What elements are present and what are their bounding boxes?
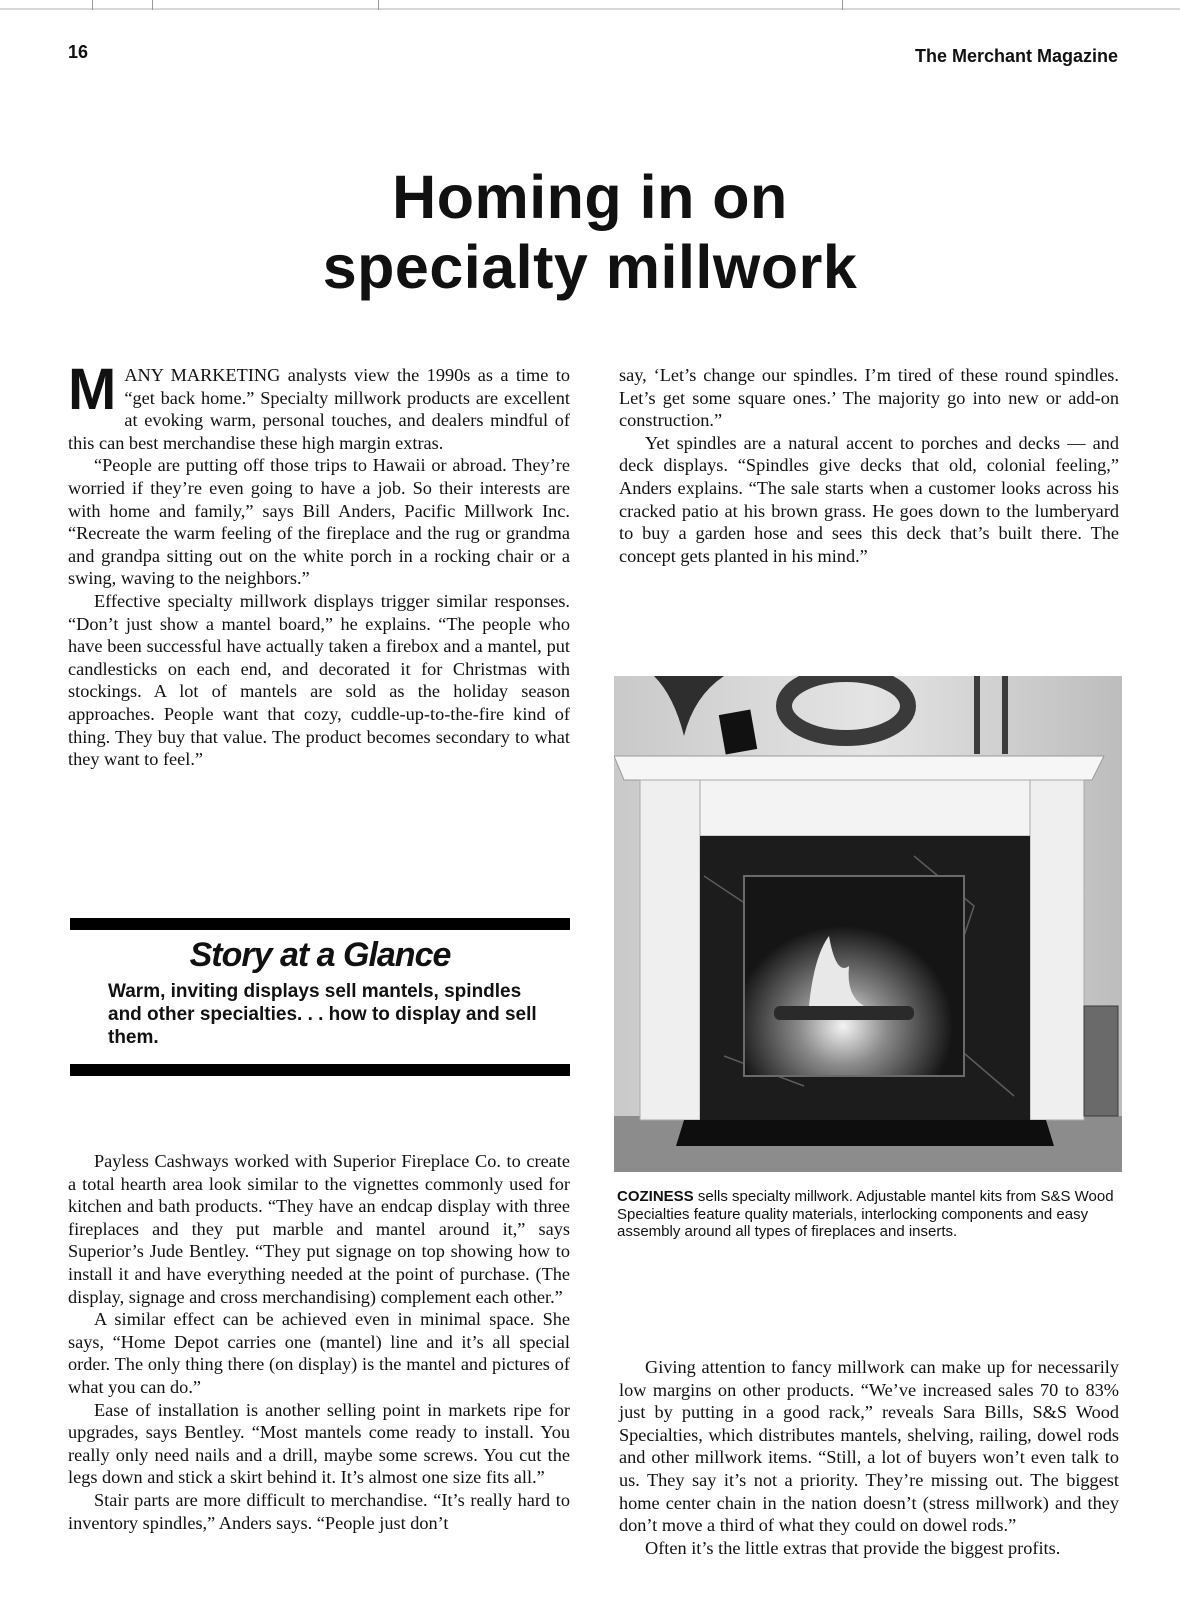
headline <box>0 162 1180 302</box>
scan-top-edge <box>0 8 1180 10</box>
drop-cap: M <box>68 357 117 422</box>
scan-tick <box>152 0 153 10</box>
candle-left <box>974 676 980 754</box>
logs <box>774 1006 914 1020</box>
page-number: 16 <box>68 42 89 62</box>
article-paragraph: Often it’s the little extras that provide the biggest profits. <box>645 1537 1061 1558</box>
article-paragraph: Ease of installation is another selling point in markets ripe for upgrades, says Bentley. “Most mantels come ready to install. You really only need nails and a drill, maybe some screws. You cut the legs down and stick a skirt behind it. It’s almost one size fits all.” <box>68 1399 570 1488</box>
story-at-a-glance-box <box>70 918 570 1076</box>
article-paragraph: Yet spindles are a natural accent to porches and decks — and deck displays. “Spindles give decks that old, colonial feeling,” Anders explains. “The sale starts when a customer looks across his cracked patio at his brown grass. He goes down to the lumberyard to buy a garden hose and sees this deck that’s built there. The concept gets planted in his mind.” <box>619 432 1119 566</box>
article-paragraph: “People are putting off those trips to Hawaii or abroad. They’re worried if they’re even going to have a job. So their interests are with home and family,” says Bill Anders, Pacific Millwork Inc. “Recreate the warm feeling of the fireplace and the rug or grandma and grandpa sitting out on the white porch in a rocking chair or a swing, waving to the neighbors.” <box>68 455 570 589</box>
magazine-name: The Merchant Magazine <box>914 46 1118 66</box>
article-column-left-top <box>68 357 570 771</box>
scan-tick <box>92 0 93 10</box>
mantel-leg-left <box>640 780 700 1120</box>
glance-top-rule <box>70 918 570 930</box>
basket <box>1084 1006 1118 1116</box>
headline-line-1: Homing in on <box>392 163 788 231</box>
caption-text: sells specialty millwork. Adjustable mantel kits from S&S Wood Specialties feature quality materials, interlocking components and easy assembly around all types of fireplaces and inserts. <box>617 1188 1114 1240</box>
glance-bottom-rule <box>70 1064 570 1076</box>
article-paragraph: A similar effect can be achieved even in minimal space. She says, “Home Depot carries one (mantel) line and it’s all special order. The only thing there (on display) is the mantel and pictures of what you can do.” <box>68 1309 570 1397</box>
hearth <box>676 1120 1054 1146</box>
scan-tick <box>378 0 379 10</box>
article-column-left-bottom <box>68 1150 570 1534</box>
headline-line-2: specialty millwork <box>322 233 858 301</box>
mantel-shelf <box>614 756 1104 780</box>
article-paragraph: say, ‘Let’s change our spindles. I’m tired of these round spindles. Let’s get some square ones.’ The majority go into new or add-on construction.” <box>619 365 1119 431</box>
article-paragraph: Payless Cashways worked with Superior Fireplace Co. to create a total hearth area look similar to the vignettes commonly used for kitchen and bath products. “They have an endcap display with three fireplaces and they put marble and mantel around it,” says Superior’s Jude Bentley. “They put signage on top showing how to install it and have everything needed at the point of purchase. (The display, signage and cross merchandising) complement each other.” <box>68 1151 570 1307</box>
photo-caption <box>617 1188 1122 1241</box>
article-column-right-top <box>619 364 1119 567</box>
article-paragraph: Giving attention to fancy millwork can make up for necessarily low margins on other products. “We’ve increased sales 70 to 83% just by putting in a good rack,” reveals Sara Bills, S&S Wood Specialties, which distributes mantels, shelving, railing, dowel rods and other millwork items. “Still, a lot of buyers won’t even talk to us. They say it’s not a priority. They’re missing out. The biggest home center chain in the nation doesn’t (stress millwork) and they don’t move a third of what they could on dowel rods.” <box>619 1357 1119 1536</box>
fireplace-mantel-photo <box>614 676 1122 1172</box>
article-lead-text: ANY MARKETING analysts view the 1990s as a time to “get back home.” Specialty millwork products are excellent at evoking warm, personal touches, and dealers mindful of this can best merchandise these high margin extras. <box>68 365 570 453</box>
article-column-right-bottom <box>619 1356 1119 1559</box>
candle-right <box>1002 676 1008 754</box>
mantel-leg-right <box>1030 780 1084 1120</box>
glance-summary: Warm, inviting displays sell mantels, spindles and other specialties. . . how to display and sell them. <box>108 981 537 1048</box>
article-paragraph: Stair parts are more difficult to merchandise. “It’s really hard to inventory spindles,” Anders says. “People just don’t <box>68 1489 570 1533</box>
article-paragraph <box>68 357 570 454</box>
article-paragraph: Effective specialty millwork displays trigger similar responses. “Don’t just show a mantel board,” he explains. “The people who have been successful have actually taken a firebox and a mantel, put candlesticks on each end, and decorated it for Christmas with stockings. A lot of mantels are sold as the holiday season approaches. People want that cozy, cuddle-up-to-the-fire kind of thing. They buy that value. The product becomes secondary to what they want to feel.” <box>68 590 570 770</box>
picture-frame <box>719 710 757 755</box>
glance-title: Story at a Glance <box>189 936 451 974</box>
scan-tick <box>842 0 843 10</box>
firebox <box>744 876 964 1076</box>
mantel-frieze <box>640 780 1084 836</box>
caption-lead: COZINESS <box>617 1188 694 1205</box>
